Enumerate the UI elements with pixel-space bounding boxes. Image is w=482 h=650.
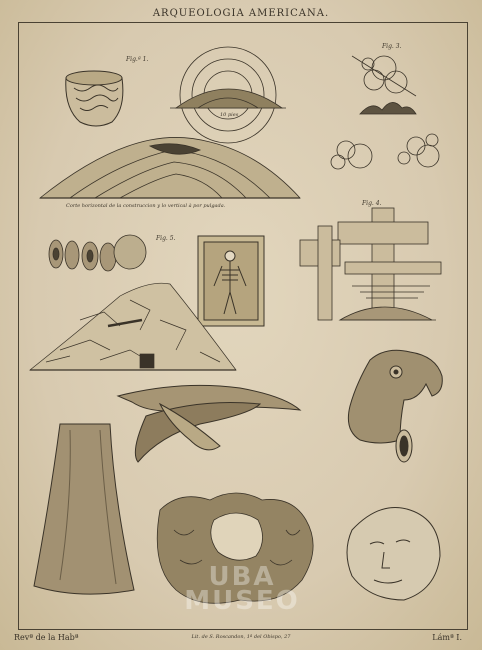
- fig3-circles: [331, 56, 439, 169]
- fig5-label: Fig. 5.: [156, 235, 176, 242]
- plate-title: ARQUEOLOGIA AMERICANA.: [152, 8, 330, 19]
- stone-yoke-figure: [118, 385, 300, 462]
- circle-section-figure: [170, 47, 286, 143]
- bird-effigy-figure: [348, 350, 442, 462]
- watermark-line1: UBA: [208, 562, 276, 592]
- stone-discs-figure: [49, 235, 146, 271]
- uba-museo-watermark: [162, 562, 322, 616]
- large-mound-figure: [40, 137, 300, 198]
- watermark-line2: MUSEO: [184, 586, 300, 616]
- pot-figure: [66, 71, 123, 126]
- scale-label: 10 pies: [220, 112, 239, 118]
- fig1-label: Fig.ª 1.: [126, 56, 149, 63]
- fig3-label: Fig. 3.: [382, 43, 402, 50]
- footer-plate-number: Lámª I.: [432, 633, 462, 642]
- fig4-label: Fig. 4.: [362, 200, 382, 207]
- cross-plan-figure: [300, 208, 441, 320]
- mound-caption: Corte horizontal de la construccion y lo vertical à por pulgada.: [66, 203, 226, 209]
- face-fragment-figure: [347, 508, 440, 601]
- footer-journal: Revª de la Habª: [14, 633, 79, 642]
- stone-axe-figure: [34, 424, 134, 594]
- burial-frame-figure: [198, 236, 264, 326]
- footer-lithographer: Lit. de S. Roscandon, 1ª del Obispo, 27: [191, 634, 291, 640]
